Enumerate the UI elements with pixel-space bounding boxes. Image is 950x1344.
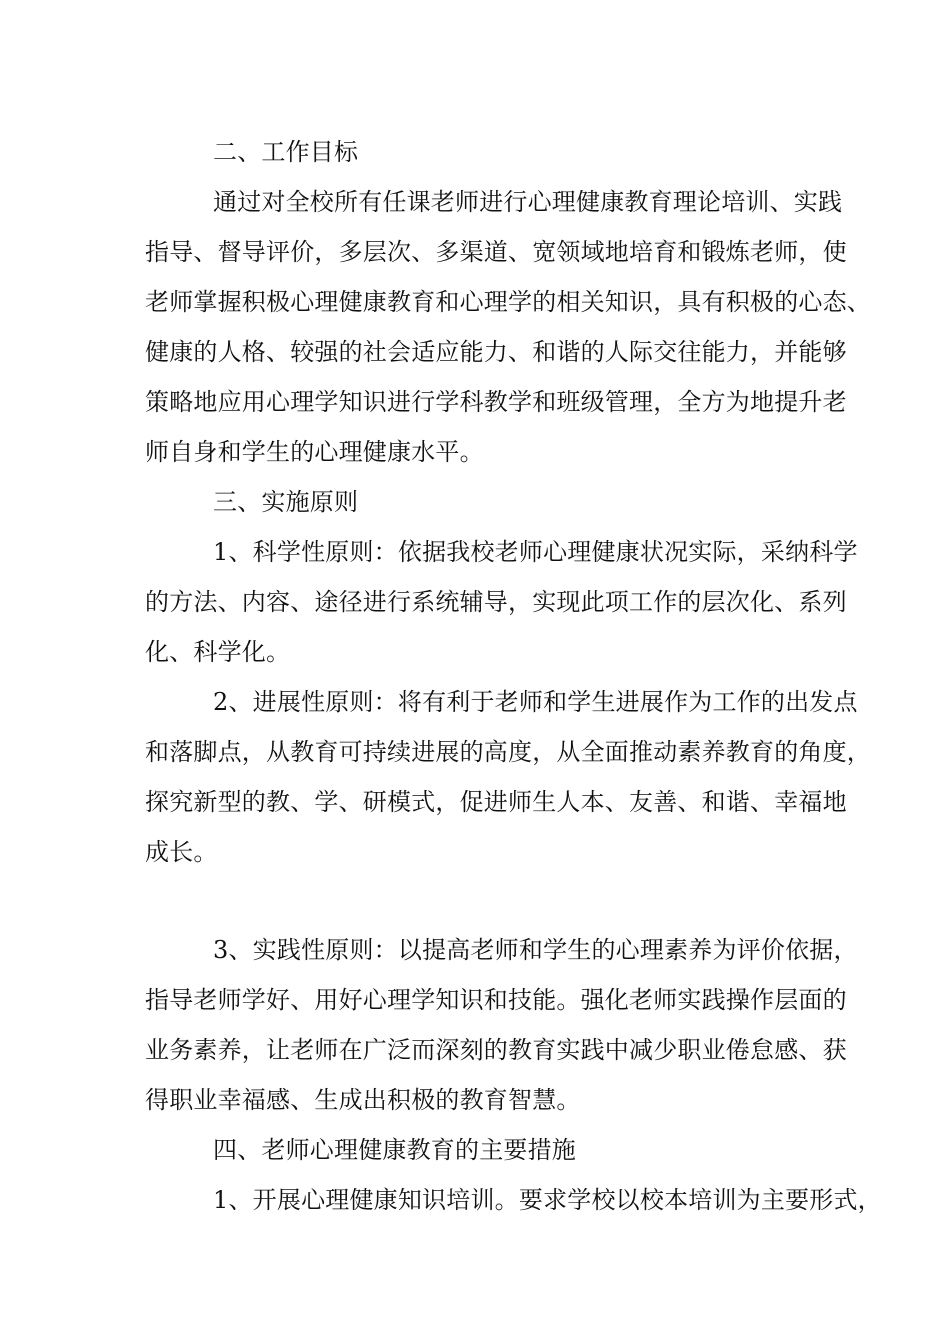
paragraph-line: 通过对全校所有任课老师进行心理健康教育理论培训、实践 <box>213 188 843 216</box>
paragraph-line: 策略地应用心理学知识进行学科教学和班级管理，全方为地提升老 <box>145 388 847 416</box>
paragraph-line: 1、科学性原则：依据我校老师心理健康状况实际，采纳科学 <box>213 538 858 566</box>
section-heading-principles: 三、实施原则 <box>213 488 359 516</box>
paragraph-line: 化、科学化。 <box>145 638 291 666</box>
paragraph-line: 的方法、内容、途径进行系统辅导，实现此项工作的层次化、系列 <box>145 588 847 616</box>
paragraph-line: 和落脚点，从教育可持续进展的高度，从全面推动素养教育的角度， <box>145 738 871 766</box>
paragraph-line: 业务素养，让老师在广泛而深刻的教育实践中减少职业倦怠感、获 <box>145 1036 847 1064</box>
paragraph-line: 2、进展性原则：将有利于老师和学生进展作为工作的出发点 <box>213 688 858 716</box>
paragraph-line: 探究新型的教、学、研模式，促进师生人本、友善、和谐、幸福地 <box>145 788 847 816</box>
paragraph-line: 成长。 <box>145 838 218 866</box>
paragraph-line: 指导、督导评价，多层次、多渠道、宽领域地培育和锻炼老师，使 <box>145 238 847 266</box>
section-heading-work-goals: 二、工作目标 <box>213 138 359 166</box>
paragraph-line: 健康的人格、较强的社会适应能力、和谐的人际交往能力，并能够 <box>145 338 847 366</box>
paragraph-line: 老师掌握积极心理健康教育和心理学的相关知识，具有积极的心态、 <box>145 288 871 316</box>
paragraph-line: 得职业幸福感、生成出积极的教育智慧。 <box>145 1086 581 1114</box>
paragraph-line: 师自身和学生的心理健康水平。 <box>145 438 484 466</box>
section-heading-measures: 四、老师心理健康教育的主要措施 <box>213 1136 576 1164</box>
paragraph-line: 1、开展心理健康知识培训。要求学校以校本培训为主要形式， <box>213 1186 882 1214</box>
paragraph-line: 3、实践性原则：以提高老师和学生的心理素养为评价依据， <box>213 936 858 964</box>
paragraph-line: 指导老师学好、用好心理学知识和技能。强化老师实践操作层面的 <box>145 986 847 1014</box>
